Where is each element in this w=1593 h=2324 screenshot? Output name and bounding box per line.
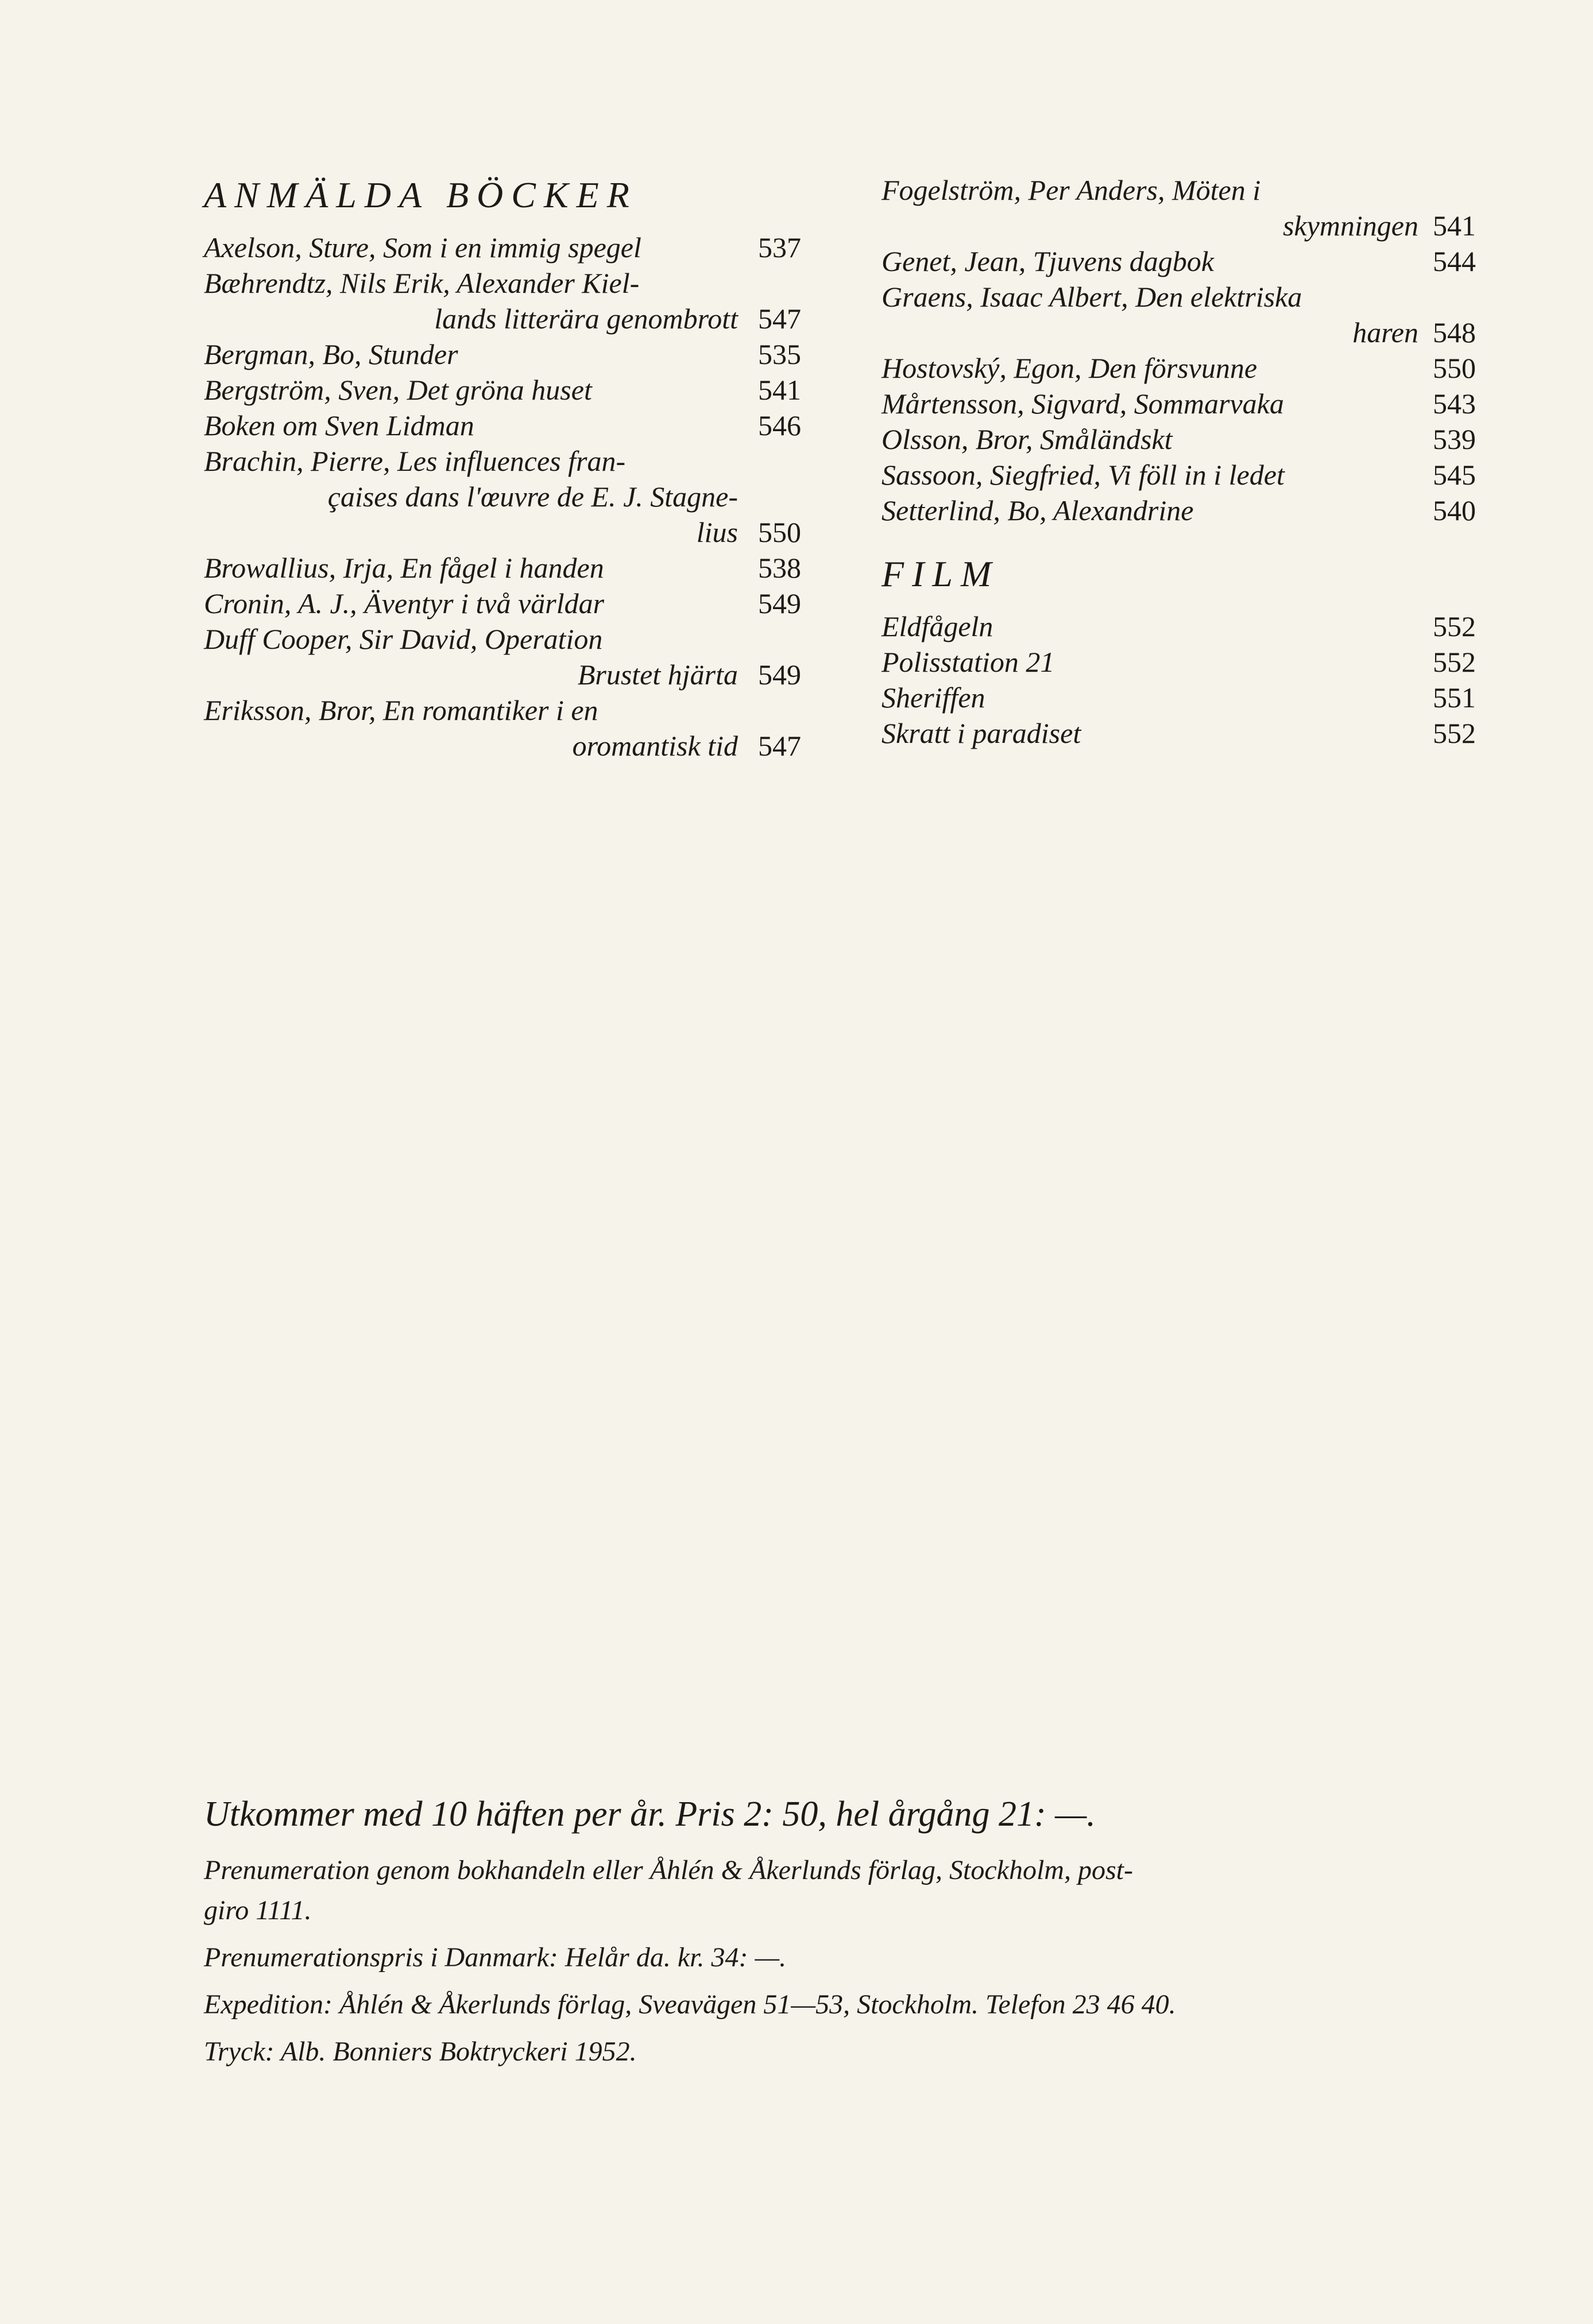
entry-line: Skratt i paradiset	[881, 717, 1081, 749]
entry-line: lands litterära genombrott	[434, 303, 738, 335]
books-list-right	[881, 172, 1476, 528]
section-title-film: FILM	[881, 553, 1000, 594]
page-number: 551	[1433, 681, 1476, 714]
entry-line: Sassoon, Siegfried, Vi föll in i ledet	[881, 459, 1285, 491]
entry-text	[204, 408, 738, 443]
entry-line: Boken om Sven Lidman	[204, 409, 474, 441]
page-number: 543	[1433, 388, 1476, 420]
entry-line: Brustet hjärta	[577, 659, 738, 691]
entry-line: Bæhrendtz, Nils Erik, Alexander Kiel-	[204, 267, 640, 299]
entry-text	[881, 680, 1418, 715]
entry-line: Olsson, Bror, Småländskt	[881, 423, 1173, 455]
entry-text	[881, 493, 1418, 528]
entry-line: haren	[1352, 316, 1418, 348]
entry-line: Setterlind, Bo, Alexandrine	[881, 494, 1194, 526]
index-entry	[204, 550, 801, 586]
page-number: 550	[758, 516, 801, 548]
index-entry	[881, 172, 1476, 243]
page-number: 547	[758, 730, 801, 762]
index-entry	[881, 644, 1476, 680]
entry-line: skymningen	[1282, 210, 1418, 242]
index-entry	[204, 408, 801, 443]
page-number: 539	[1433, 423, 1476, 455]
entry-line: Hostovský, Egon, Den försvunne	[881, 352, 1258, 384]
entry-text	[881, 172, 1418, 243]
entry-line: Mårtensson, Sigvard, Sommarvaka	[881, 388, 1284, 420]
subscription-line-2: giro 1111.	[204, 1895, 312, 1926]
film-list	[881, 609, 1476, 751]
entry-line: Genet, Jean, Tjuvens dagbok	[881, 245, 1215, 277]
section-title-books: ANMÄLDA BÖCKER	[204, 175, 637, 215]
right-column	[881, 172, 1476, 751]
entry-line: Eldfågeln	[881, 610, 993, 642]
entry-text	[204, 372, 738, 408]
entry-text	[204, 443, 738, 550]
entry-line: Axelson, Sture, Som i en immig spegel	[204, 231, 641, 264]
books-list-left	[204, 230, 801, 764]
entry-line: oromantisk tid	[572, 730, 738, 762]
page-number: 549	[758, 659, 801, 691]
page-number: 548	[1433, 316, 1476, 348]
page-number: 546	[758, 409, 801, 441]
index-entry	[204, 692, 801, 764]
entry-line: Duff Cooper, Sir David, Operation	[204, 623, 603, 655]
printer-info: Tryck: Alb. Bonniers Boktryckeri 1952.	[204, 2036, 637, 2067]
page-number: 545	[1433, 459, 1476, 491]
entry-line: Polisstation 21	[881, 646, 1055, 678]
page-number: 535	[758, 338, 801, 370]
entry-line: Browallius, Irja, En fågel i handen	[204, 552, 604, 584]
entry-text	[204, 586, 738, 621]
entry-text	[204, 336, 738, 372]
page-number: 540	[1433, 494, 1476, 526]
page-number: 552	[1433, 646, 1476, 678]
page-number: 538	[758, 552, 801, 584]
entry-line: Sheriffen	[881, 681, 985, 714]
entry-text	[881, 386, 1418, 421]
entry-text	[881, 350, 1418, 386]
page-number: 537	[758, 231, 801, 264]
expedition-info: Expedition: Åhlén & Åkerlunds förlag, Sveavägen 51—53, Stockholm. Telefon 23 46 40.	[204, 1989, 1176, 2020]
entry-line: lius	[696, 516, 738, 548]
subscription-line-1: Prenumeration genom bokhandeln eller Åhlén & Åkerlunds förlag, Stockholm, post-	[204, 1855, 1133, 1885]
index-entry	[204, 443, 801, 550]
denmark-price: Prenumerationspris i Danmark: Helår da. kr. 34: —.	[204, 1942, 787, 1973]
entry-line: Brachin, Pierre, Les influences fran-	[204, 445, 626, 477]
entry-text	[881, 421, 1418, 457]
page-number: 541	[758, 374, 801, 406]
index-entry	[204, 336, 801, 372]
page-number: 544	[1433, 245, 1476, 277]
page-number: 552	[1433, 610, 1476, 642]
index-entry	[881, 279, 1476, 350]
entry-line: çaises dans l'œuvre de E. J. Stagne-	[327, 481, 738, 513]
entry-line: Eriksson, Bror, En romantiker i en	[204, 694, 598, 726]
entry-text	[204, 621, 738, 692]
entry-text	[204, 692, 738, 764]
index-entry	[204, 586, 801, 621]
page-number: 549	[758, 587, 801, 619]
index-entry	[881, 386, 1476, 421]
entry-text	[881, 243, 1418, 279]
colophon	[204, 1788, 1467, 2079]
page-number: 547	[758, 303, 801, 335]
entry-text	[204, 550, 738, 586]
index-entry	[204, 372, 801, 408]
entry-text	[204, 230, 738, 265]
index-entry	[881, 715, 1476, 751]
page-number: 541	[1433, 210, 1476, 242]
publication-info: Utkommer med 10 häften per år. Pris 2: 50, hel årgång 21: —.	[204, 1795, 1096, 1834]
entry-text	[204, 265, 738, 336]
left-column	[204, 172, 801, 764]
entry-line: Bergström, Sven, Det gröna huset	[204, 374, 592, 406]
entry-line: Cronin, A. J., Äventyr i två världar	[204, 587, 605, 619]
page-number: 550	[1433, 352, 1476, 384]
page-number: 552	[1433, 717, 1476, 749]
index-entry	[881, 421, 1476, 457]
index-entry	[204, 621, 801, 692]
entry-line: Graens, Isaac Albert, Den elektriska	[881, 281, 1302, 313]
index-entry	[881, 609, 1476, 644]
index-entry	[204, 265, 801, 336]
subscription-info	[204, 1850, 1467, 1931]
index-entry	[881, 350, 1476, 386]
index-entry	[204, 230, 801, 265]
index-entry	[881, 680, 1476, 715]
entry-text	[881, 457, 1418, 493]
entry-line: Fogelström, Per Anders, Möten i	[881, 174, 1261, 206]
index-entry	[881, 493, 1476, 528]
entry-text	[881, 644, 1418, 680]
entry-text	[881, 715, 1418, 751]
entry-line: Bergman, Bo, Stunder	[204, 338, 458, 370]
index-entry	[881, 243, 1476, 279]
index-entry	[881, 457, 1476, 493]
entry-text	[881, 279, 1418, 350]
entry-text	[881, 609, 1418, 644]
